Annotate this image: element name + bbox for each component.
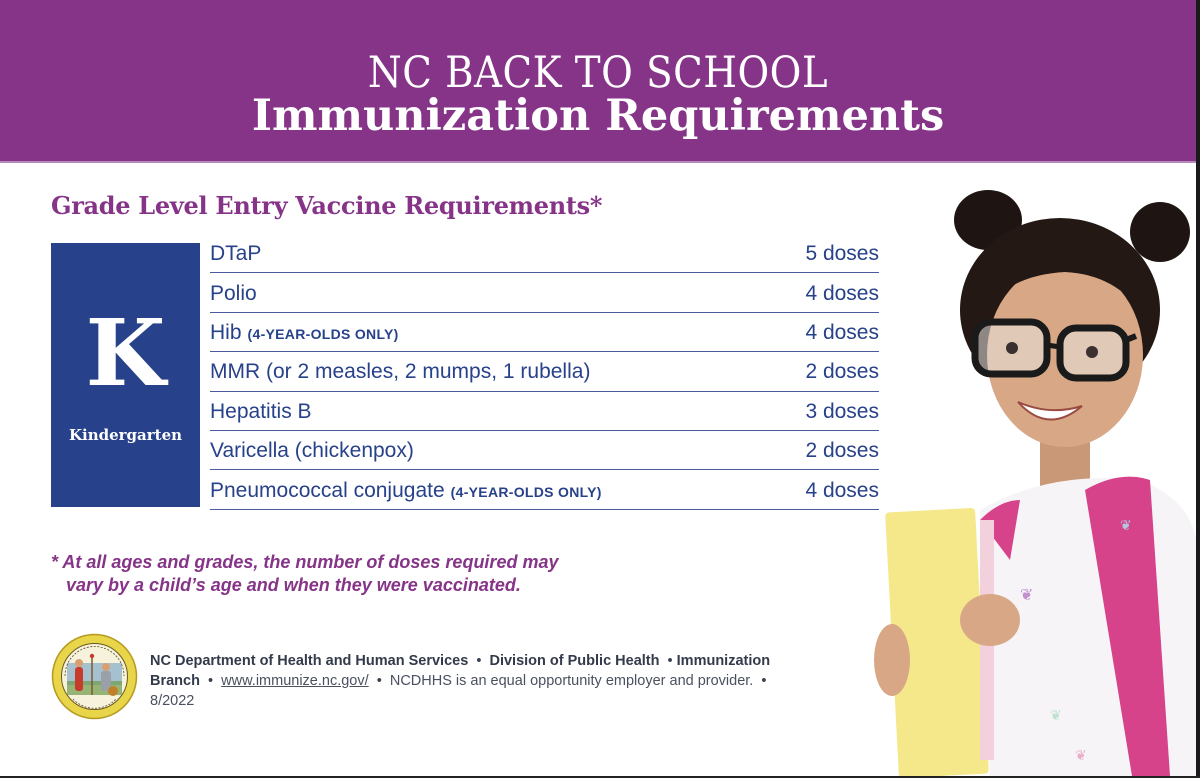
svg-text:❦: ❦: [1050, 707, 1062, 723]
table-row: [210, 352, 879, 391]
table-row: [210, 431, 879, 470]
separator: •: [667, 653, 673, 669]
table-row: [210, 273, 879, 312]
page-edge: [1196, 0, 1200, 778]
grade-label: Kindergarten: [68, 426, 183, 444]
table-row: [210, 313, 879, 352]
grade-badge: [51, 243, 200, 507]
vaccine-name: Hepatitis B: [210, 399, 312, 423]
page-header: [0, 0, 1196, 163]
vaccine-doses: 4 doses: [805, 281, 879, 305]
vaccine-table: [210, 234, 879, 510]
footnote: [51, 551, 671, 597]
footer-credits: [150, 651, 790, 711]
footer-eeo: NCDHHS is an equal opportunity employer and provider.: [389, 673, 754, 689]
vaccine-doses: 5 doses: [805, 242, 879, 266]
vaccine-name: MMR (or 2 measles, 2 mumps, 1 rubella): [210, 360, 591, 384]
separator: •: [208, 673, 214, 689]
svg-text:❦: ❦: [1120, 517, 1132, 533]
vaccine-doses: 4 doses: [805, 478, 879, 502]
footer-org: NC Department of Health and Human Services: [150, 653, 469, 669]
vaccine-name: DTaP: [210, 242, 262, 266]
separator: •: [761, 673, 767, 689]
table-row: [210, 470, 879, 509]
vaccine-name: Polio: [210, 281, 257, 305]
table-row: [210, 234, 879, 273]
vaccine-name: Pneumococcal conjugate: [210, 478, 445, 502]
footnote-line-2: vary by a child’s age and when they were vaccinated.: [66, 575, 521, 595]
svg-text:❦: ❦: [1075, 747, 1087, 763]
section-title: Grade Level Entry Vaccine Requirements*: [51, 191, 603, 220]
svg-text:❦: ❦: [1020, 587, 1034, 604]
footer-date: 8/2022: [150, 693, 195, 709]
separator: •: [476, 653, 482, 669]
vaccine-doses: 4 doses: [805, 320, 879, 344]
vaccine-name: Varicella (chickenpox): [210, 439, 414, 463]
separator: •: [376, 673, 382, 689]
nc-state-seal-icon: [51, 633, 138, 720]
grade-letter: K: [85, 299, 166, 407]
footnote-line-1: * At all ages and grades, the number of doses required may: [51, 552, 559, 572]
website-link[interactable]: www.immunize.nc.gov/: [221, 673, 369, 689]
vaccine-doses: 2 doses: [805, 360, 879, 384]
table-row: [210, 392, 879, 431]
child-photo: [870, 180, 1196, 776]
vaccine-name: Hib: [210, 320, 242, 344]
header-title: Immunization Requirements: [251, 91, 945, 141]
header-subtitle: NC BACK TO SCHOOL: [367, 48, 829, 98]
vaccine-note: (4-YEAR-OLDS ONLY): [450, 483, 602, 500]
vaccine-doses: 3 doses: [805, 399, 879, 423]
footer-branch: Immunization Branch: [150, 653, 771, 689]
vaccine-doses: 2 doses: [805, 439, 879, 463]
footer-division: Division of Public Health: [489, 653, 660, 669]
vaccine-note: (4-YEAR-OLDS ONLY): [247, 325, 399, 342]
